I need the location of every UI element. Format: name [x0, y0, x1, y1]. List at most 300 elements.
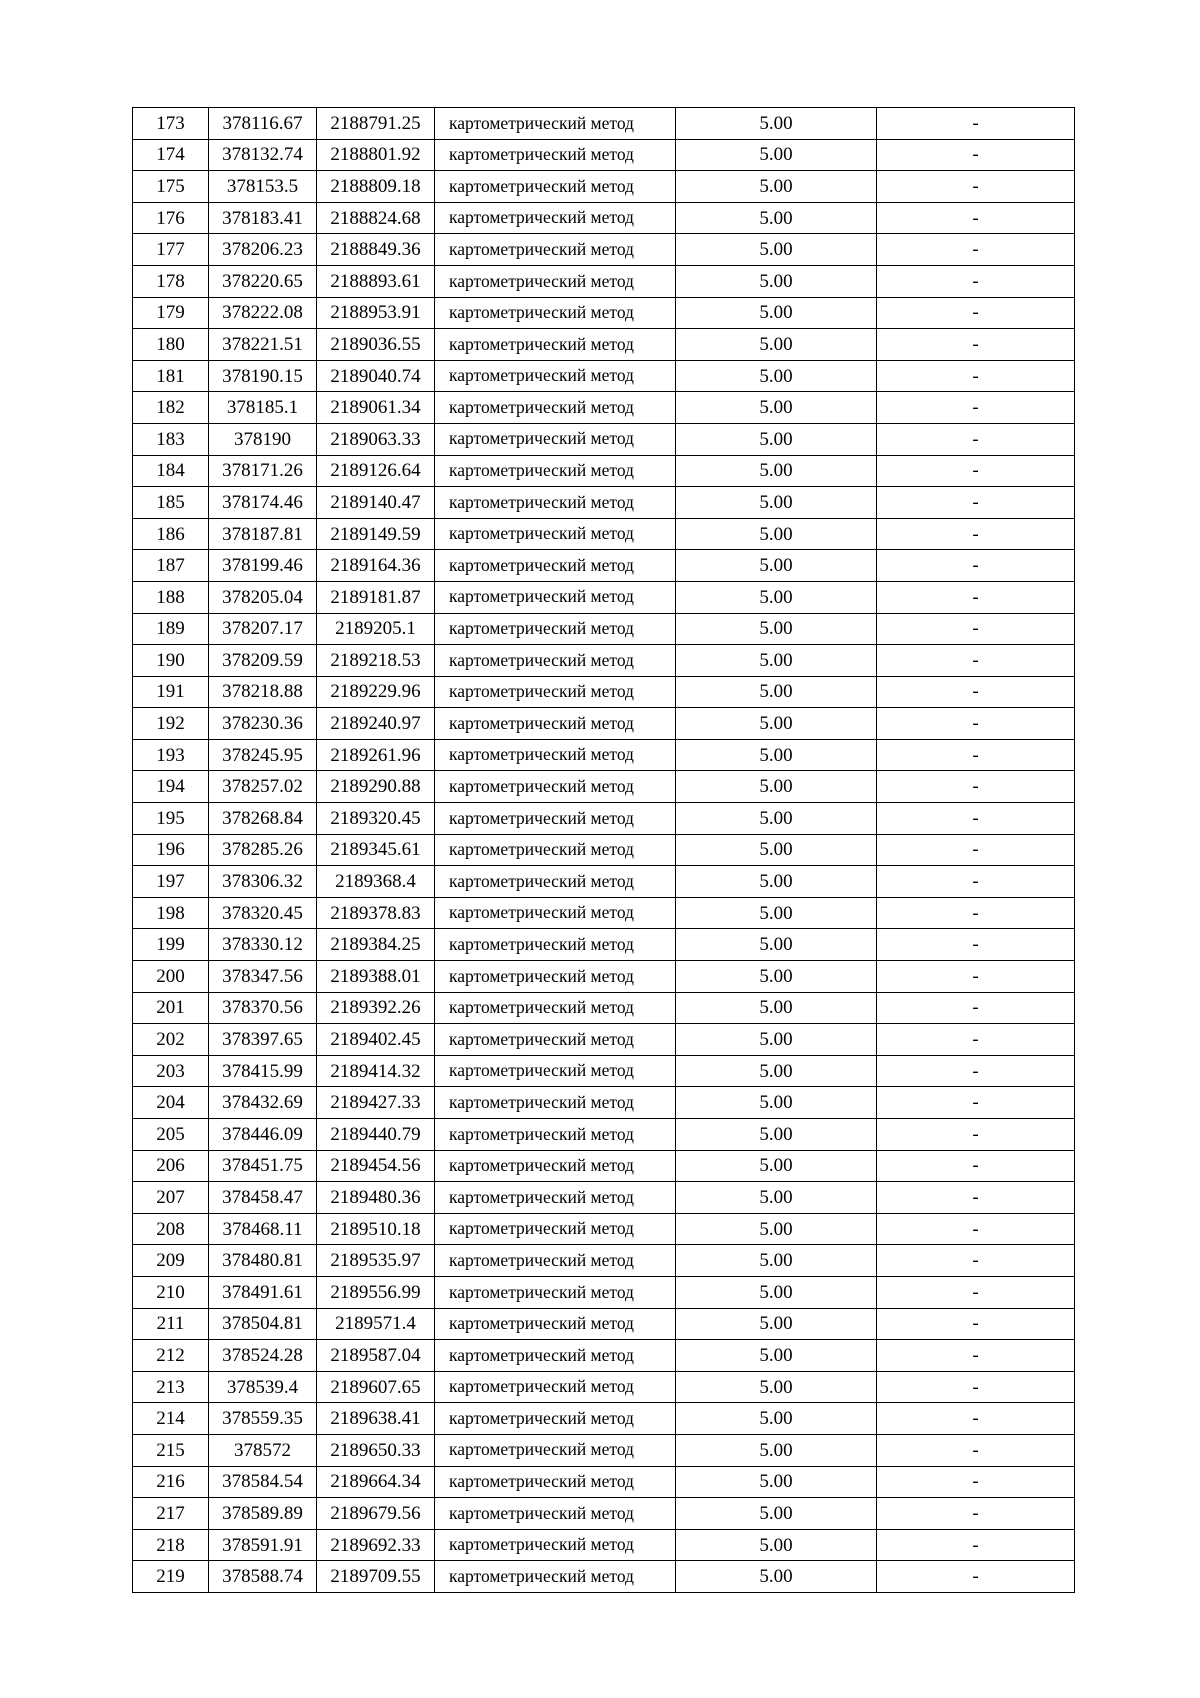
- method-cell: картометрический метод: [435, 1561, 676, 1593]
- table-row: [133, 1024, 1075, 1056]
- point-number-cell: 189: [133, 613, 209, 645]
- x-coordinate-cell: 378132.74: [209, 139, 317, 171]
- y-coordinate-cell: 2189036.55: [317, 329, 435, 361]
- x-coordinate-cell: 378257.02: [209, 771, 317, 803]
- point-number-cell: 195: [133, 803, 209, 835]
- description-cell: -: [877, 961, 1075, 993]
- description-cell: -: [877, 1308, 1075, 1340]
- table-row: [133, 866, 1075, 898]
- x-coordinate-cell: 378397.65: [209, 1024, 317, 1056]
- description-cell: -: [877, 1024, 1075, 1056]
- table-row: [133, 423, 1075, 455]
- point-number-cell: 210: [133, 1276, 209, 1308]
- x-coordinate-cell: 378468.11: [209, 1213, 317, 1245]
- description-cell: -: [877, 1055, 1075, 1087]
- x-coordinate-cell: 378589.89: [209, 1498, 317, 1530]
- y-coordinate-cell: 2189402.45: [317, 1024, 435, 1056]
- y-coordinate-cell: 2189414.32: [317, 1055, 435, 1087]
- coordinates-table: [132, 107, 1075, 1593]
- point-number-cell: 212: [133, 1340, 209, 1372]
- point-number-cell: 182: [133, 392, 209, 424]
- table-row: [133, 1182, 1075, 1214]
- method-cell: картометрический метод: [435, 1276, 676, 1308]
- table-row: [133, 1561, 1075, 1593]
- x-coordinate-cell: 378347.56: [209, 961, 317, 993]
- description-cell: -: [877, 423, 1075, 455]
- point-number-cell: 205: [133, 1119, 209, 1151]
- method-cell: картометрический метод: [435, 961, 676, 993]
- accuracy-cell: 5.00: [676, 234, 877, 266]
- table-row: [133, 171, 1075, 203]
- x-coordinate-cell: 378206.23: [209, 234, 317, 266]
- accuracy-cell: 5.00: [676, 1276, 877, 1308]
- x-coordinate-cell: 378116.67: [209, 108, 317, 140]
- y-coordinate-cell: 2189345.61: [317, 834, 435, 866]
- x-coordinate-cell: 378171.26: [209, 455, 317, 487]
- accuracy-cell: 5.00: [676, 1150, 877, 1182]
- table-row: [133, 1498, 1075, 1530]
- point-number-cell: 208: [133, 1213, 209, 1245]
- table-row: [133, 360, 1075, 392]
- description-cell: -: [877, 455, 1075, 487]
- table-row: [133, 581, 1075, 613]
- table-row: [133, 897, 1075, 929]
- accuracy-cell: 5.00: [676, 1466, 877, 1498]
- y-coordinate-cell: 2189320.45: [317, 803, 435, 835]
- table-row: [133, 139, 1075, 171]
- accuracy-cell: 5.00: [676, 423, 877, 455]
- method-cell: картометрический метод: [435, 771, 676, 803]
- method-cell: картометрический метод: [435, 739, 676, 771]
- method-cell: картометрический метод: [435, 1087, 676, 1119]
- table-row: [133, 992, 1075, 1024]
- table-row: [133, 518, 1075, 550]
- method-cell: картометрический метод: [435, 1213, 676, 1245]
- method-cell: картометрический метод: [435, 360, 676, 392]
- description-cell: -: [877, 613, 1075, 645]
- table-row: [133, 265, 1075, 297]
- x-coordinate-cell: 378539.4: [209, 1371, 317, 1403]
- description-cell: -: [877, 1403, 1075, 1435]
- point-number-cell: 176: [133, 202, 209, 234]
- table-row: [133, 297, 1075, 329]
- description-cell: -: [877, 392, 1075, 424]
- table-row: [133, 1055, 1075, 1087]
- method-cell: картометрический метод: [435, 866, 676, 898]
- table-row: [133, 1466, 1075, 1498]
- description-cell: -: [877, 1466, 1075, 1498]
- y-coordinate-cell: 2189378.83: [317, 897, 435, 929]
- y-coordinate-cell: 2189205.1: [317, 613, 435, 645]
- accuracy-cell: 5.00: [676, 518, 877, 550]
- method-cell: картометрический метод: [435, 834, 676, 866]
- description-cell: -: [877, 550, 1075, 582]
- x-coordinate-cell: 378207.17: [209, 613, 317, 645]
- description-cell: -: [877, 1276, 1075, 1308]
- method-cell: картометрический метод: [435, 518, 676, 550]
- method-cell: картометрический метод: [435, 550, 676, 582]
- table-row: [133, 1245, 1075, 1277]
- description-cell: -: [877, 1434, 1075, 1466]
- accuracy-cell: 5.00: [676, 834, 877, 866]
- y-coordinate-cell: 2189664.34: [317, 1466, 435, 1498]
- method-cell: картометрический метод: [435, 1024, 676, 1056]
- accuracy-cell: 5.00: [676, 992, 877, 1024]
- accuracy-cell: 5.00: [676, 803, 877, 835]
- table-row: [133, 455, 1075, 487]
- table-row: [133, 1308, 1075, 1340]
- accuracy-cell: 5.00: [676, 1055, 877, 1087]
- description-cell: -: [877, 1340, 1075, 1372]
- point-number-cell: 180: [133, 329, 209, 361]
- point-number-cell: 192: [133, 708, 209, 740]
- x-coordinate-cell: 378183.41: [209, 202, 317, 234]
- accuracy-cell: 5.00: [676, 329, 877, 361]
- point-number-cell: 173: [133, 108, 209, 140]
- point-number-cell: 218: [133, 1529, 209, 1561]
- point-number-cell: 187: [133, 550, 209, 582]
- table-row: [133, 1371, 1075, 1403]
- accuracy-cell: 5.00: [676, 202, 877, 234]
- accuracy-cell: 5.00: [676, 1403, 877, 1435]
- method-cell: картометрический метод: [435, 1308, 676, 1340]
- y-coordinate-cell: 2188893.61: [317, 265, 435, 297]
- method-cell: картометрический метод: [435, 1466, 676, 1498]
- accuracy-cell: 5.00: [676, 866, 877, 898]
- y-coordinate-cell: 2189384.25: [317, 929, 435, 961]
- description-cell: -: [877, 676, 1075, 708]
- y-coordinate-cell: 2188849.36: [317, 234, 435, 266]
- x-coordinate-cell: 378491.61: [209, 1276, 317, 1308]
- y-coordinate-cell: 2189218.53: [317, 645, 435, 677]
- x-coordinate-cell: 378480.81: [209, 1245, 317, 1277]
- point-number-cell: 209: [133, 1245, 209, 1277]
- accuracy-cell: 5.00: [676, 392, 877, 424]
- method-cell: картометрический метод: [435, 297, 676, 329]
- method-cell: картометрический метод: [435, 455, 676, 487]
- point-number-cell: 188: [133, 581, 209, 613]
- accuracy-cell: 5.00: [676, 676, 877, 708]
- x-coordinate-cell: 378446.09: [209, 1119, 317, 1151]
- accuracy-cell: 5.00: [676, 1213, 877, 1245]
- point-number-cell: 199: [133, 929, 209, 961]
- x-coordinate-cell: 378187.81: [209, 518, 317, 550]
- y-coordinate-cell: 2189454.56: [317, 1150, 435, 1182]
- point-number-cell: 190: [133, 645, 209, 677]
- accuracy-cell: 5.00: [676, 297, 877, 329]
- method-cell: картометрический метод: [435, 803, 676, 835]
- table-row: [133, 676, 1075, 708]
- y-coordinate-cell: 2189571.4: [317, 1308, 435, 1340]
- description-cell: -: [877, 771, 1075, 803]
- description-cell: -: [877, 234, 1075, 266]
- table-row: [133, 771, 1075, 803]
- accuracy-cell: 5.00: [676, 1308, 877, 1340]
- method-cell: картометрический метод: [435, 1119, 676, 1151]
- point-number-cell: 193: [133, 739, 209, 771]
- table-row: [133, 1087, 1075, 1119]
- table-row: [133, 487, 1075, 519]
- table-row: [133, 1276, 1075, 1308]
- description-cell: -: [877, 1498, 1075, 1530]
- y-coordinate-cell: 2188824.68: [317, 202, 435, 234]
- y-coordinate-cell: 2189368.4: [317, 866, 435, 898]
- y-coordinate-cell: 2189692.33: [317, 1529, 435, 1561]
- x-coordinate-cell: 378591.91: [209, 1529, 317, 1561]
- x-coordinate-cell: 378245.95: [209, 739, 317, 771]
- accuracy-cell: 5.00: [676, 139, 877, 171]
- table-row: [133, 392, 1075, 424]
- y-coordinate-cell: 2189480.36: [317, 1182, 435, 1214]
- method-cell: картометрический метод: [435, 581, 676, 613]
- accuracy-cell: 5.00: [676, 1087, 877, 1119]
- y-coordinate-cell: 2188809.18: [317, 171, 435, 203]
- x-coordinate-cell: 378285.26: [209, 834, 317, 866]
- x-coordinate-cell: 378153.5: [209, 171, 317, 203]
- table-row: [133, 708, 1075, 740]
- x-coordinate-cell: 378222.08: [209, 297, 317, 329]
- coordinates-table-body: [133, 108, 1075, 1593]
- accuracy-cell: 5.00: [676, 1182, 877, 1214]
- table-row: [133, 1403, 1075, 1435]
- point-number-cell: 213: [133, 1371, 209, 1403]
- method-cell: картометрический метод: [435, 929, 676, 961]
- accuracy-cell: 5.00: [676, 265, 877, 297]
- method-cell: картометрический метод: [435, 1055, 676, 1087]
- method-cell: картометрический метод: [435, 423, 676, 455]
- y-coordinate-cell: 2189240.97: [317, 708, 435, 740]
- y-coordinate-cell: 2188801.92: [317, 139, 435, 171]
- description-cell: -: [877, 265, 1075, 297]
- point-number-cell: 215: [133, 1434, 209, 1466]
- accuracy-cell: 5.00: [676, 1529, 877, 1561]
- accuracy-cell: 5.00: [676, 487, 877, 519]
- x-coordinate-cell: 378451.75: [209, 1150, 317, 1182]
- y-coordinate-cell: 2189427.33: [317, 1087, 435, 1119]
- description-cell: -: [877, 139, 1075, 171]
- accuracy-cell: 5.00: [676, 360, 877, 392]
- y-coordinate-cell: 2189510.18: [317, 1213, 435, 1245]
- accuracy-cell: 5.00: [676, 550, 877, 582]
- accuracy-cell: 5.00: [676, 613, 877, 645]
- method-cell: картометрический метод: [435, 108, 676, 140]
- x-coordinate-cell: 378320.45: [209, 897, 317, 929]
- description-cell: -: [877, 1561, 1075, 1593]
- accuracy-cell: 5.00: [676, 961, 877, 993]
- method-cell: картометрический метод: [435, 1245, 676, 1277]
- description-cell: -: [877, 329, 1075, 361]
- method-cell: картометрический метод: [435, 1182, 676, 1214]
- description-cell: -: [877, 360, 1075, 392]
- y-coordinate-cell: 2188953.91: [317, 297, 435, 329]
- y-coordinate-cell: 2189388.01: [317, 961, 435, 993]
- point-number-cell: 179: [133, 297, 209, 329]
- description-cell: -: [877, 1371, 1075, 1403]
- point-number-cell: 211: [133, 1308, 209, 1340]
- accuracy-cell: 5.00: [676, 1024, 877, 1056]
- point-number-cell: 196: [133, 834, 209, 866]
- accuracy-cell: 5.00: [676, 1340, 877, 1372]
- x-coordinate-cell: 378584.54: [209, 1466, 317, 1498]
- accuracy-cell: 5.00: [676, 455, 877, 487]
- table-row: [133, 108, 1075, 140]
- x-coordinate-cell: 378185.1: [209, 392, 317, 424]
- x-coordinate-cell: 378572: [209, 1434, 317, 1466]
- table-row: [133, 803, 1075, 835]
- method-cell: картометрический метод: [435, 708, 676, 740]
- x-coordinate-cell: 378199.46: [209, 550, 317, 582]
- table-row: [133, 1529, 1075, 1561]
- description-cell: -: [877, 518, 1075, 550]
- description-cell: -: [877, 1213, 1075, 1245]
- x-coordinate-cell: 378205.04: [209, 581, 317, 613]
- point-number-cell: 217: [133, 1498, 209, 1530]
- y-coordinate-cell: 2189650.33: [317, 1434, 435, 1466]
- method-cell: картометрический метод: [435, 613, 676, 645]
- method-cell: картометрический метод: [435, 265, 676, 297]
- point-number-cell: 202: [133, 1024, 209, 1056]
- point-number-cell: 201: [133, 992, 209, 1024]
- method-cell: картометрический метод: [435, 1403, 676, 1435]
- x-coordinate-cell: 378524.28: [209, 1340, 317, 1372]
- accuracy-cell: 5.00: [676, 897, 877, 929]
- description-cell: -: [877, 202, 1075, 234]
- x-coordinate-cell: 378588.74: [209, 1561, 317, 1593]
- table-row: [133, 1119, 1075, 1151]
- method-cell: картометрический метод: [435, 1434, 676, 1466]
- description-cell: -: [877, 1245, 1075, 1277]
- description-cell: -: [877, 297, 1075, 329]
- x-coordinate-cell: 378559.35: [209, 1403, 317, 1435]
- description-cell: -: [877, 1087, 1075, 1119]
- y-coordinate-cell: 2189679.56: [317, 1498, 435, 1530]
- y-coordinate-cell: 2189063.33: [317, 423, 435, 455]
- description-cell: -: [877, 108, 1075, 140]
- table-row: [133, 329, 1075, 361]
- table-row: [133, 1340, 1075, 1372]
- y-coordinate-cell: 2189261.96: [317, 739, 435, 771]
- method-cell: картометрический метод: [435, 992, 676, 1024]
- description-cell: -: [877, 487, 1075, 519]
- description-cell: -: [877, 171, 1075, 203]
- accuracy-cell: 5.00: [676, 1371, 877, 1403]
- method-cell: картометрический метод: [435, 1498, 676, 1530]
- point-number-cell: 191: [133, 676, 209, 708]
- y-coordinate-cell: 2189061.34: [317, 392, 435, 424]
- y-coordinate-cell: 2189126.64: [317, 455, 435, 487]
- description-cell: -: [877, 803, 1075, 835]
- method-cell: картометрический метод: [435, 676, 676, 708]
- point-number-cell: 207: [133, 1182, 209, 1214]
- y-coordinate-cell: 2189587.04: [317, 1340, 435, 1372]
- description-cell: -: [877, 708, 1075, 740]
- x-coordinate-cell: 378190: [209, 423, 317, 455]
- x-coordinate-cell: 378415.99: [209, 1055, 317, 1087]
- table-row: [133, 1213, 1075, 1245]
- method-cell: картометрический метод: [435, 234, 676, 266]
- description-cell: -: [877, 645, 1075, 677]
- x-coordinate-cell: 378504.81: [209, 1308, 317, 1340]
- x-coordinate-cell: 378190.15: [209, 360, 317, 392]
- description-cell: -: [877, 1529, 1075, 1561]
- point-number-cell: 206: [133, 1150, 209, 1182]
- y-coordinate-cell: 2189556.99: [317, 1276, 435, 1308]
- accuracy-cell: 5.00: [676, 645, 877, 677]
- method-cell: картометрический метод: [435, 329, 676, 361]
- y-coordinate-cell: 2189290.88: [317, 771, 435, 803]
- x-coordinate-cell: 378330.12: [209, 929, 317, 961]
- y-coordinate-cell: 2189140.47: [317, 487, 435, 519]
- method-cell: картометрический метод: [435, 645, 676, 677]
- accuracy-cell: 5.00: [676, 581, 877, 613]
- point-number-cell: 185: [133, 487, 209, 519]
- y-coordinate-cell: 2189709.55: [317, 1561, 435, 1593]
- accuracy-cell: 5.00: [676, 1498, 877, 1530]
- method-cell: картометрический метод: [435, 202, 676, 234]
- point-number-cell: 174: [133, 139, 209, 171]
- point-number-cell: 204: [133, 1087, 209, 1119]
- x-coordinate-cell: 378209.59: [209, 645, 317, 677]
- method-cell: картометрический метод: [435, 139, 676, 171]
- description-cell: -: [877, 1182, 1075, 1214]
- method-cell: картометрический метод: [435, 1529, 676, 1561]
- point-number-cell: 184: [133, 455, 209, 487]
- point-number-cell: 175: [133, 171, 209, 203]
- x-coordinate-cell: 378370.56: [209, 992, 317, 1024]
- point-number-cell: 197: [133, 866, 209, 898]
- y-coordinate-cell: 2189149.59: [317, 518, 435, 550]
- method-cell: картометрический метод: [435, 897, 676, 929]
- method-cell: картометрический метод: [435, 1340, 676, 1372]
- table-row: [133, 1434, 1075, 1466]
- y-coordinate-cell: 2189638.41: [317, 1403, 435, 1435]
- x-coordinate-cell: 378432.69: [209, 1087, 317, 1119]
- accuracy-cell: 5.00: [676, 1245, 877, 1277]
- description-cell: -: [877, 1150, 1075, 1182]
- method-cell: картометрический метод: [435, 392, 676, 424]
- y-coordinate-cell: 2189535.97: [317, 1245, 435, 1277]
- x-coordinate-cell: 378220.65: [209, 265, 317, 297]
- y-coordinate-cell: 2189392.26: [317, 992, 435, 1024]
- y-coordinate-cell: 2189440.79: [317, 1119, 435, 1151]
- y-coordinate-cell: 2189181.87: [317, 581, 435, 613]
- accuracy-cell: 5.00: [676, 1434, 877, 1466]
- table-row: [133, 550, 1075, 582]
- point-number-cell: 177: [133, 234, 209, 266]
- y-coordinate-cell: 2188791.25: [317, 108, 435, 140]
- table-row: [133, 234, 1075, 266]
- point-number-cell: 194: [133, 771, 209, 803]
- x-coordinate-cell: 378221.51: [209, 329, 317, 361]
- accuracy-cell: 5.00: [676, 1561, 877, 1593]
- x-coordinate-cell: 378218.88: [209, 676, 317, 708]
- table-row: [133, 645, 1075, 677]
- y-coordinate-cell: 2189164.36: [317, 550, 435, 582]
- description-cell: -: [877, 897, 1075, 929]
- method-cell: картометрический метод: [435, 171, 676, 203]
- description-cell: -: [877, 929, 1075, 961]
- description-cell: -: [877, 992, 1075, 1024]
- accuracy-cell: 5.00: [676, 771, 877, 803]
- x-coordinate-cell: 378268.84: [209, 803, 317, 835]
- point-number-cell: 214: [133, 1403, 209, 1435]
- point-number-cell: 203: [133, 1055, 209, 1087]
- accuracy-cell: 5.00: [676, 739, 877, 771]
- point-number-cell: 219: [133, 1561, 209, 1593]
- table-row: [133, 739, 1075, 771]
- x-coordinate-cell: 378230.36: [209, 708, 317, 740]
- table-row: [133, 1150, 1075, 1182]
